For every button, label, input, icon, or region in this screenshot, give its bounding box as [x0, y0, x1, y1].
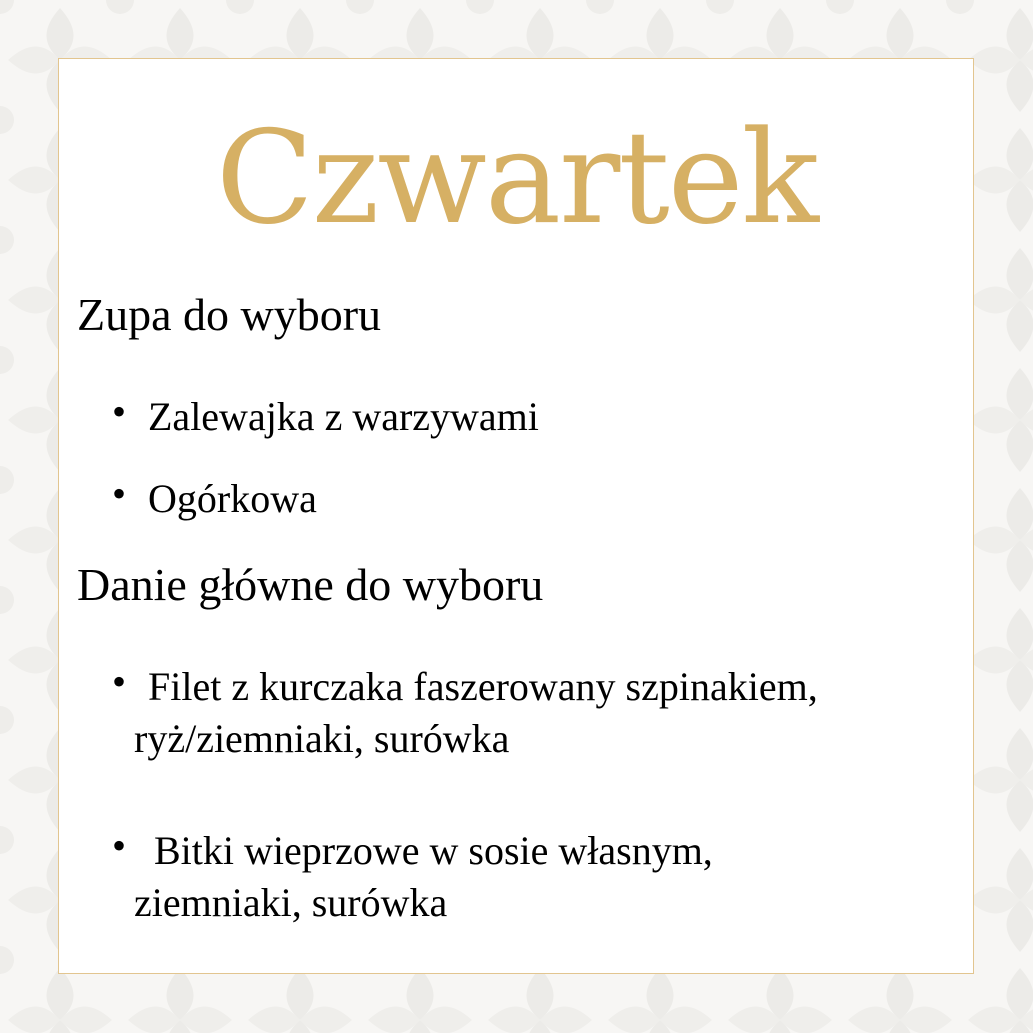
menu-item-main-1	[112, 656, 818, 713]
menu-item-soup-2	[112, 468, 317, 525]
menu-item-main-2	[112, 820, 713, 877]
bullet-icon: •	[112, 471, 127, 516]
main-course-section-heading: Danie główne do wyboru	[77, 559, 544, 610]
menu-item-label: Filet z kurczaka faszerowany szpinakiem,	[148, 663, 818, 709]
day-title: Czwartek	[215, 104, 818, 253]
soup-section-heading: Zupa do wyboru	[77, 289, 382, 340]
menu-item-label: Zalewajka z warzywami	[148, 393, 539, 439]
bullet-icon: •	[112, 659, 127, 704]
menu-item-main-2-continuation	[134, 877, 447, 929]
bullet-icon: •	[112, 823, 127, 868]
menu-item-main-1-continuation	[134, 713, 509, 765]
menu-item-label-line2: ryż/ziemniaki, surówka	[134, 716, 510, 761]
menu-item-label: Bitki wieprzowe w sosie własnym,	[154, 827, 713, 873]
bullet-icon: •	[112, 389, 127, 434]
menu-item-label-line2: ziemniaki, surówka	[134, 880, 448, 925]
menu-item-label: Ogórkowa	[148, 475, 317, 521]
menu-item-soup-1	[112, 386, 539, 443]
